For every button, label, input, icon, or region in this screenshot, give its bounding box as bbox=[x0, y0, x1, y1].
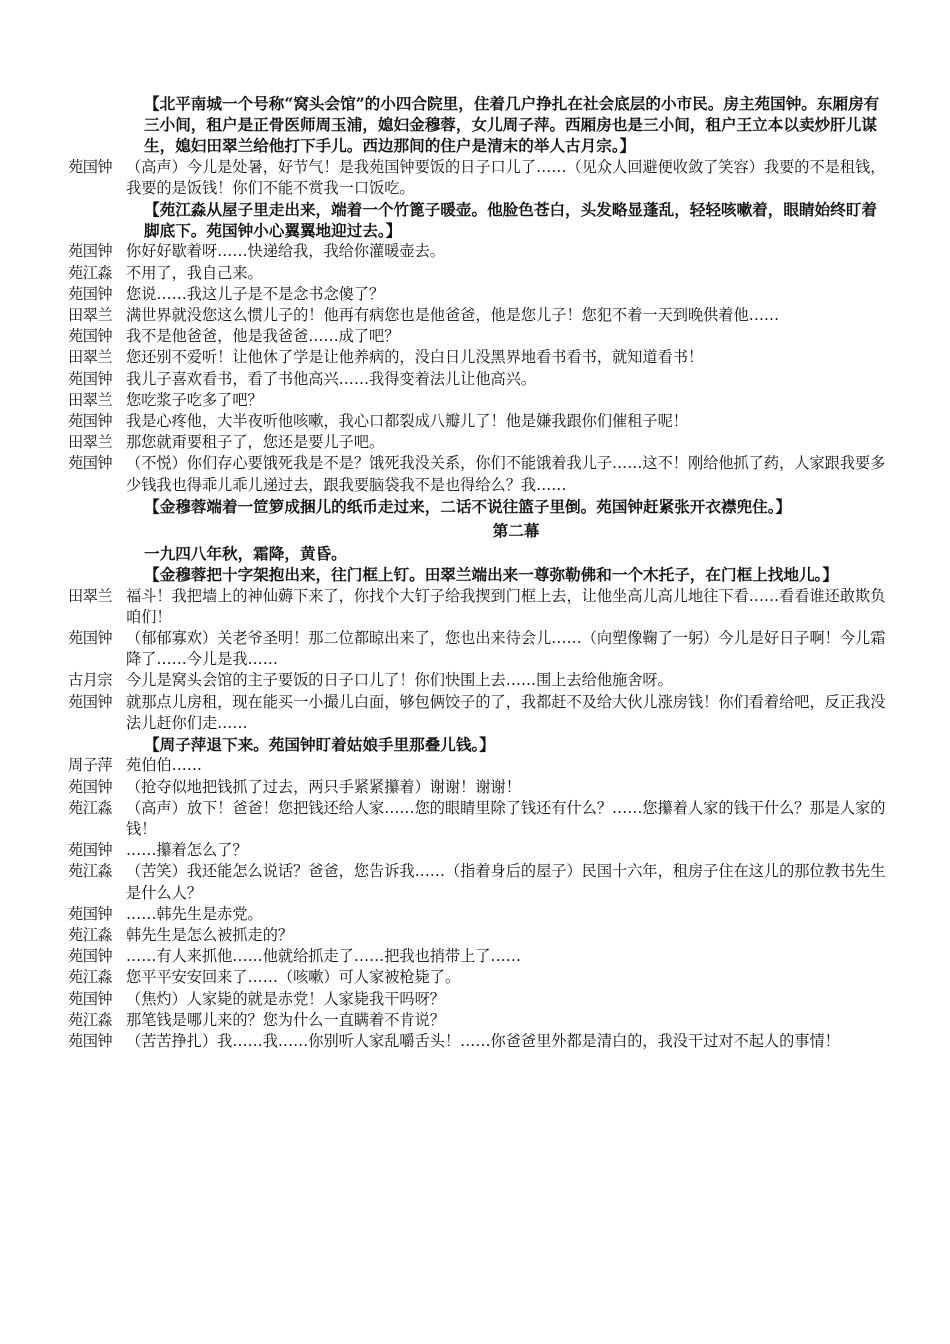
dialogue-line bbox=[68, 967, 888, 988]
speaker-name: 苑国钟 bbox=[68, 629, 113, 648]
speaker-name: 苑国钟 bbox=[68, 412, 113, 431]
speaker-name: 苑国钟 bbox=[68, 989, 113, 1008]
speech-text: 今儿是窝头会馆的主子要饭的日子口儿了！你们快围上去……围上去给他施舍呀。 bbox=[126, 671, 673, 690]
speech-text: 就那点儿房租，现在能买一小撮儿白面，够包俩饺子的了，我都赶不及给大伙儿涨房钱！你们看着给吧，反正我没法儿赶你们走…… bbox=[126, 692, 886, 732]
dialogue-line bbox=[68, 326, 888, 347]
speaker-name: 苑国钟 bbox=[68, 157, 113, 176]
stage-direction: 【苑江淼从屋子里走出来，端着一个竹篦子暖壶。他脸色苍白，头发略显蓬乱，轻轻咳嗽着，眼睛始终盯着脚底下。苑国钟小心翼翼地迎过去。】 bbox=[144, 200, 877, 241]
dialogue-line bbox=[68, 628, 888, 670]
speaker-name: 苑江淼 bbox=[68, 925, 113, 944]
speech-text: 韩先生是怎么被抓走的？ bbox=[126, 925, 294, 944]
dialogue-line bbox=[68, 755, 888, 776]
speech-text: 您吃浆子吃多了吧？ bbox=[126, 390, 263, 409]
speaker-name: 田翠兰 bbox=[68, 390, 113, 409]
stage-direction: 【金穆蓉端着一笸箩成捆儿的纸币走过来，二话不说往篮子里倒。苑国钟赶紧张开衣襟兜住。】 bbox=[144, 496, 792, 516]
dialogue-line bbox=[68, 798, 888, 840]
speech-text: 您平平安安回来了……（咳嗽）可人家被枪毙了。 bbox=[126, 968, 461, 987]
dialogue-line bbox=[68, 263, 888, 284]
dialogue-line bbox=[68, 305, 888, 326]
speech-text: 那笔钱是哪儿来的？您为什么一直瞒着不肯说？ bbox=[126, 1010, 445, 1029]
speech-text: ……攥着怎么了？ bbox=[126, 841, 248, 860]
speaker-name: 苑江淼 bbox=[68, 1010, 113, 1029]
dialogue-line bbox=[68, 157, 888, 199]
speaker-name: 田翠兰 bbox=[68, 433, 113, 452]
speaker-name: 苑国钟 bbox=[68, 947, 113, 966]
speech-text: 满世界就没您这么惯儿子的！他再有病您也是他爸爸，他是您儿子！您犯不着一天到晚供着他…… bbox=[126, 306, 780, 325]
speaker-name: 苑江淼 bbox=[68, 862, 113, 881]
dialogue-line bbox=[68, 904, 888, 925]
dialogue-line bbox=[68, 1031, 888, 1052]
dialogue-line bbox=[68, 284, 888, 305]
dialogue-line bbox=[68, 946, 888, 967]
speaker-name: 苑国钟 bbox=[68, 369, 113, 388]
speech-text: 我是心疼他，大半夜听他咳嗽，我心口都裂成八瓣儿了！他是嫌我跟你们催租子呢！ bbox=[126, 412, 688, 431]
speech-text: 你好好歇着呀……快递给我，我给你灌暖壶去。 bbox=[126, 242, 445, 261]
dialogue-line bbox=[68, 347, 888, 368]
speech-text: ……韩先生是赤党。 bbox=[126, 904, 263, 923]
speech-text: （苦笑）我还能怎么说话？爸爸，您告诉我……（指着身后的屋子）民国十六年，租房子住在这儿的那位教书先生是什么人？ bbox=[126, 862, 886, 902]
speech-text: 苑伯伯…… bbox=[126, 756, 202, 775]
dialogue-line bbox=[68, 390, 888, 411]
dialogue-line bbox=[68, 432, 888, 453]
speech-text: 不用了，我自己来。 bbox=[126, 263, 263, 282]
dialogue-line bbox=[68, 777, 888, 798]
dialogue-line bbox=[68, 411, 888, 432]
speech-text: 那您就甭要租子了，您还是要儿子吧。 bbox=[126, 433, 385, 452]
stage-direction: 【北平南城一个号称“窝头会馆”的小四合院里，住着几户挣扎在社会底层的小市民。房主苑国钟。东厢房有三小间，租户是正骨医师周玉浦，媳妇金穆蓉，女儿周子萍。西厢房也是三小间，租户王立本以卖炒肝儿谋生，媳妇田翠兰给他打下手儿。西边那间的住户是清末的举人古月宗。】 bbox=[144, 94, 880, 156]
speaker-name: 周子萍 bbox=[68, 756, 113, 775]
scene-setting: 一九四八年秋，霜降，黄昏。 bbox=[144, 544, 347, 564]
speaker-name: 苑国钟 bbox=[68, 692, 113, 711]
script-page bbox=[68, 93, 888, 1052]
dialogue-line bbox=[68, 453, 888, 495]
dialogue-line bbox=[68, 670, 888, 691]
speech-text: （高声）今儿是处暑，好节气！是我苑国钟要饭的日子口儿了……（见众人回避便收敛了笑容）我要的不是租钱，我要的是饭钱！你们不能不赏我一口饭吃。 bbox=[126, 157, 886, 197]
speaker-name: 苑国钟 bbox=[68, 777, 113, 796]
dialogue-line bbox=[68, 840, 888, 861]
speaker-name: 古月宗 bbox=[68, 671, 113, 690]
speaker-name: 苑江淼 bbox=[68, 798, 113, 817]
speech-text: （不悦）你们存心要饿死我是不是？饿死我没关系，你们不能饿着我儿子……这不！刚给他抓了药，人家跟我要多少钱我也得乖儿乖儿递过去，跟我要脑袋我不是也得给么？我…… bbox=[126, 454, 886, 494]
speech-text: ……有人来抓他……他就给抓走了……把我也捎带上了…… bbox=[126, 947, 521, 966]
dialogue-line bbox=[68, 925, 888, 946]
dialogue-line bbox=[68, 241, 888, 262]
speaker-name: 苑国钟 bbox=[68, 904, 113, 923]
dialogue-line bbox=[68, 692, 888, 734]
speaker-name: 田翠兰 bbox=[68, 586, 113, 605]
speaker-name: 苑江淼 bbox=[68, 968, 113, 987]
speech-text: （焦灼）人家毙的就是赤党！人家毙我干吗呀？ bbox=[126, 989, 445, 1008]
speech-text: 福斗！我把墙上的神仙薅下来了，你找个大钉子给我揳到门框上去，让他坐高儿高儿地往下看……看看谁还敢欺负咱们！ bbox=[126, 586, 886, 626]
speech-text: 我儿子喜欢看书，看了书他高兴……我得变着法儿让他高兴。 bbox=[126, 369, 537, 388]
speaker-name: 苑国钟 bbox=[68, 327, 113, 346]
speech-text: （高声）放下！爸爸！您把钱还给人家……您的眼睛里除了钱还有什么？……您攥着人家的钱干什么？那是人家的钱！ bbox=[126, 798, 886, 838]
stage-direction: 【周子萍退下来。苑国钟盯着姑娘手里那叠儿钱。】 bbox=[144, 735, 495, 755]
speaker-name: 田翠兰 bbox=[68, 348, 113, 367]
speech-text: （郁郁寡欢）关老爷圣明！那二位都晾出来了，您也出来待会儿……（向塑像鞠了一躬）今儿是好日子啊！今儿霜降了……今儿是我…… bbox=[126, 629, 886, 669]
dialogue-line bbox=[68, 1010, 888, 1031]
dialogue-line bbox=[68, 369, 888, 390]
speech-text: 您说……我这儿子是不是念书念傻了？ bbox=[126, 284, 385, 303]
speaker-name: 苑国钟 bbox=[68, 284, 113, 303]
speaker-name: 苑国钟 bbox=[68, 454, 113, 473]
speech-text: （苦苦挣扎）我……我……你别听人家乱嚼舌头！……你爸爸里外都是清白的，我没干过对不起人的事情！ bbox=[126, 1031, 840, 1050]
speaker-name: 苑国钟 bbox=[68, 841, 113, 860]
act-title: 第二幕 bbox=[492, 521, 540, 541]
stage-direction: 【金穆蓉把十字架抱出来，往门框上钉。田翠兰端出来一尊弥勒佛和一个木托子，在门框上找地儿。】 bbox=[144, 565, 838, 585]
dialogue-line bbox=[68, 861, 888, 903]
speech-text: 您还别不爱听！让他休了学是让他养病的，没白日儿没黑界地看书看书，就知道看书！ bbox=[126, 348, 704, 367]
speaker-name: 苑江淼 bbox=[68, 263, 113, 282]
speech-text: （抢夺似地把钱抓了过去，两只手紧紧攥着）谢谢！谢谢！ bbox=[126, 777, 521, 796]
speech-text: 我不是他爸爸，他是我爸爸……成了吧？ bbox=[126, 327, 400, 346]
speaker-name: 苑国钟 bbox=[68, 1031, 113, 1050]
speaker-name: 田翠兰 bbox=[68, 306, 113, 325]
dialogue-line bbox=[68, 989, 888, 1010]
dialogue-line bbox=[68, 586, 888, 628]
speaker-name: 苑国钟 bbox=[68, 242, 113, 261]
